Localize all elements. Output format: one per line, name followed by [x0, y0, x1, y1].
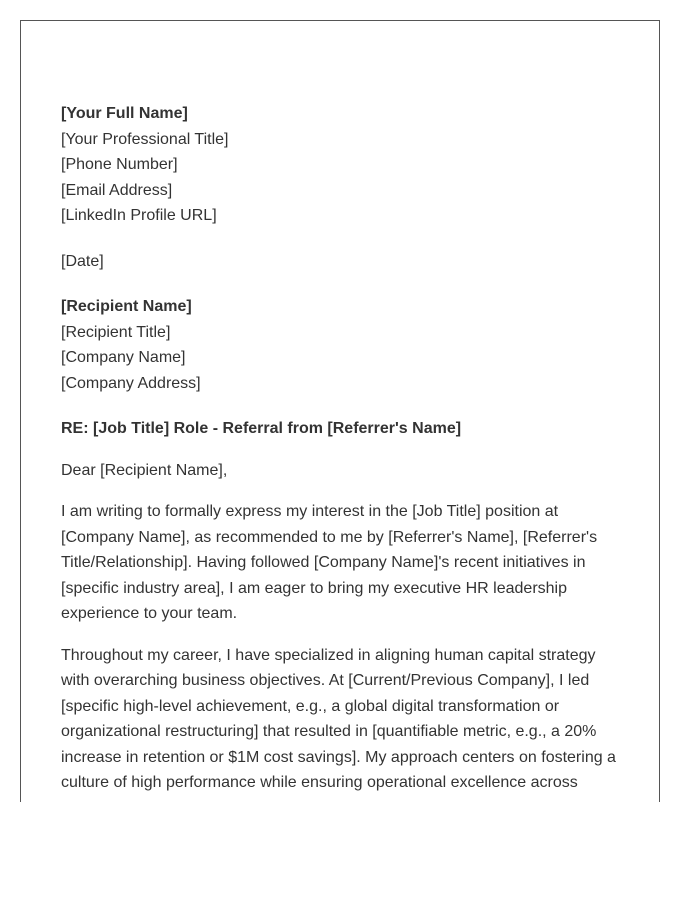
- sender-block: [61, 101, 621, 229]
- subject-block: [61, 416, 621, 442]
- recipient-name: [Recipient Name]: [61, 298, 192, 315]
- sender-name: [Your Full Name]: [61, 105, 188, 122]
- subject-line: RE: [Job Title] Role - Referral from [Referrer's Name]: [61, 420, 462, 437]
- letter-date: [Date]: [61, 252, 104, 270]
- sender-linkedin: [LinkedIn Profile URL]: [61, 207, 217, 224]
- recipient-company: [Company Name]: [61, 349, 186, 366]
- sender-phone: [Phone Number]: [61, 156, 178, 173]
- sender-title: [Your Professional Title]: [61, 130, 229, 148]
- letter-page: [20, 20, 660, 802]
- body-paragraph-1: I am writing to formally express my interest in the [Job Title] position at [Company Name], as recommended to me by [Referrer's Name], [Referrer's Title/Relationship]. Having followed [Company Name]'s recent initiatives in [specific industry area], I am eager to bring my executive HR leadership experience to your team.: [61, 503, 598, 622]
- sender-email: [Email Address]: [61, 181, 173, 199]
- letter-content: [61, 101, 621, 796]
- recipient-block: [61, 294, 621, 396]
- recipient-title: [Recipient Title]: [61, 323, 171, 341]
- recipient-address: [Company Address]: [61, 374, 201, 392]
- salutation: Dear [Recipient Name],: [61, 461, 228, 479]
- date-block: [61, 249, 621, 275]
- salutation-block: [61, 458, 621, 484]
- body-paragraph-2: Throughout my career, I have specialized in aligning human capital strategy with overarching business objectives. At [Current/Previous Company], I led [specific high-level achievement, e.g., a global digital transformation or organizational restructuring] that resulted in [quantifiable metric, e.g., a 20% increase in retention or $1M cost savings]. My approach centers on fostering a culture of high performance while ensuring operational excellence across: [61, 646, 616, 791]
